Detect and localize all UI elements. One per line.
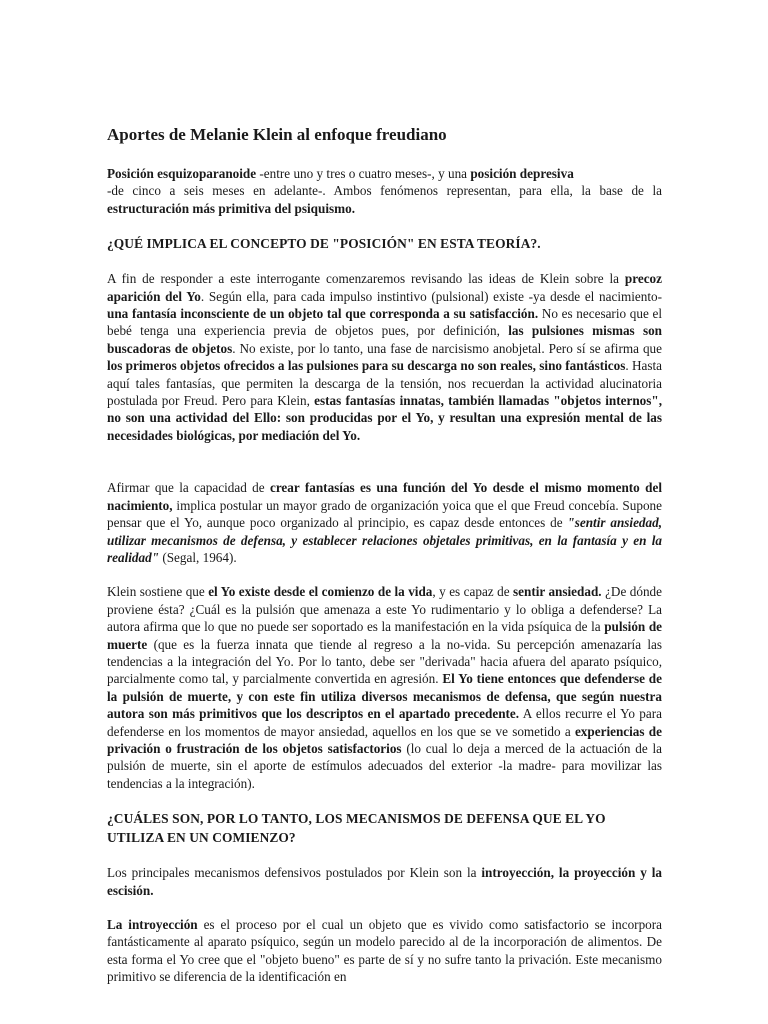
heading-mecanismos-defensa: ¿CUÁLES SON, POR LO TANTO, LOS MECANISMOS DE DEFENSA QUE EL YO UTILIZA EN UN COMIENZO?	[107, 811, 606, 846]
paragraph-principales-mecanismos	[107, 864, 662, 899]
body-text: Klein sostiene que	[107, 584, 209, 600]
paragraph-precoz-aparicion-yo	[107, 270, 662, 444]
body-text: Los principales mecanismos defensivos postulados por Klein son la	[107, 865, 482, 881]
body-text: (Segal, 1964).	[159, 549, 237, 565]
body-text: . Hasta aquí tales fantasías, que permiten la descarga de la tensión, nos recuerdan la actividad alucinatoria postulada por Freud. Pero para Klein,	[107, 358, 662, 409]
emphasis-text: introyección, la proyección y la escisión.	[107, 865, 662, 898]
emphasis-text: La introyección	[107, 917, 198, 932]
body-text: A ellos recurre el Yo para defenderse en los momentos de mayor ansiedad, aquellos en los que se ve sometido a	[107, 706, 662, 739]
emphasis-text: sentir ansiedad.	[513, 584, 602, 600]
body-text: . Según ella, para cada impulso instintivo (pulsional) existe -ya desde el nacimiento-	[200, 288, 663, 304]
emphasis-text: una fantasía inconsciente de un objeto tal que corresponda a su satisfacción.	[107, 306, 539, 322]
body-text: -entre uno y tres o cuatro meses-, y una	[256, 166, 471, 181]
emphasis-text: crear fantasías es una función del Yo desde el mismo momento del nacimiento,	[107, 480, 662, 513]
body-text: Afirmar que la capacidad de	[107, 480, 270, 496]
emphasis-text: experiencias de privación o frustración de los objetos satisfactorios	[107, 723, 662, 756]
paragraph-introyeccion	[107, 916, 662, 986]
emphasis-text: el Yo existe desde el comienzo de la vida	[208, 584, 433, 600]
body-text: A fin de responder a este interrogante comenzaremos revisando las ideas de Klein sobre la	[107, 271, 625, 287]
emphasis-text: las pulsiones mismas son buscadoras de objetos	[107, 323, 662, 356]
heading-concepto-posicion: ¿QUÉ IMPLICA EL CONCEPTO DE "POSICIÓN" EN ESTA TEORÍA?.	[107, 236, 541, 252]
document-page	[107, 124, 662, 986]
body-text: No es necesario que el bebé tenga una experiencia previa de objetos pues, por definición,	[107, 306, 662, 339]
paragraph-yo-desde-comienzo	[107, 583, 662, 792]
body-text: -de cinco a seis meses en adelante-. Ambos fenómenos representan, para ella, la base de la	[107, 183, 662, 199]
body-text: ¿De dónde proviene ésta? ¿Cuál es la pulsión que amenaza a este Yo rudimentario y lo obliga a defenderse? La autora afirma que lo que no puede ser soportado es la manifestación en la vida psíquica de la	[107, 584, 662, 635]
body-text: implica postular un mayor grado de organización yoica que el que Freud concebía. Supone pensar que el Yo, aunque poco organizado al principio, es capaz desde entonces de	[107, 497, 662, 531]
emphasis-text: precoz aparición del Yo	[107, 271, 662, 304]
body-text: , y es capaz de	[432, 584, 514, 600]
emphasis-text: Posición esquizoparanoide	[107, 166, 257, 181]
body-text: es el proceso por el cual un objeto que es vivido como satisfactorio se incorpora fantásticamente al aparato psíquico, según un modelo parecido al de la incorporación de alimentos. De esta forma el Yo cree que el "objeto bueno" es parte de sí y no sufre tanto la privación. Este mecanismo primitivo se diferencia de la identificación en	[107, 917, 663, 985]
emphasis-text: pulsión de muerte	[107, 619, 663, 652]
emphasis-text: "sentir ansiedad, utilizar mecanismos de defensa, y establecer relaciones objetales primitivas, en la fantasía y en la realidad"	[107, 515, 662, 565]
body-text: (lo cual lo deja a merced de la actuación de la pulsión de muerte, sin el aporte de estímulos adecuados del exterior -la madre- para movilizar las tendencias a la integración).	[107, 740, 662, 791]
body-text: (que es la fuerza innata que tiende al regreso a la no-vida. Su percepción amenazaría las tendencias a la integración del Yo. Por lo tanto, debe ser "derivada" hacia afuera del aparato psíquico, parcialmente como tal, y parcialmente convertida en agresión.	[107, 636, 662, 687]
emphasis-text: estas fantasías innatas, también llamadas "objetos internos", no son una actividad del Ello: son producidas por el Yo, y resultan una expresión mental de las necesidades biológicas, por mediación del Yo.	[107, 393, 662, 443]
paragraph-crear-fantasias	[107, 479, 662, 566]
body-text: . No existe, por lo tanto, una fase de narcisismo anobjetal. Pero sí se afirma que	[232, 340, 662, 356]
emphasis-text: estructuración más primitiva del psiquismo.	[107, 200, 355, 216]
emphasis-text: El Yo tiene entonces que defenderse de la pulsión de muerte, y con este fin utiliza diversos mecanismos de defensa, que según nuestra autora son más primitivos que los descriptos en el apartado precedente.	[107, 671, 662, 722]
document-title: Aportes de Melanie Klein al enfoque freudiano	[107, 125, 447, 144]
emphasis-text: los primeros objetos ofrecidos a las pulsiones para su descarga no son reales, sino fantásticos	[107, 358, 626, 374]
emphasis-text: posición depresiva	[470, 166, 574, 181]
paragraph-posiciones	[107, 165, 662, 217]
